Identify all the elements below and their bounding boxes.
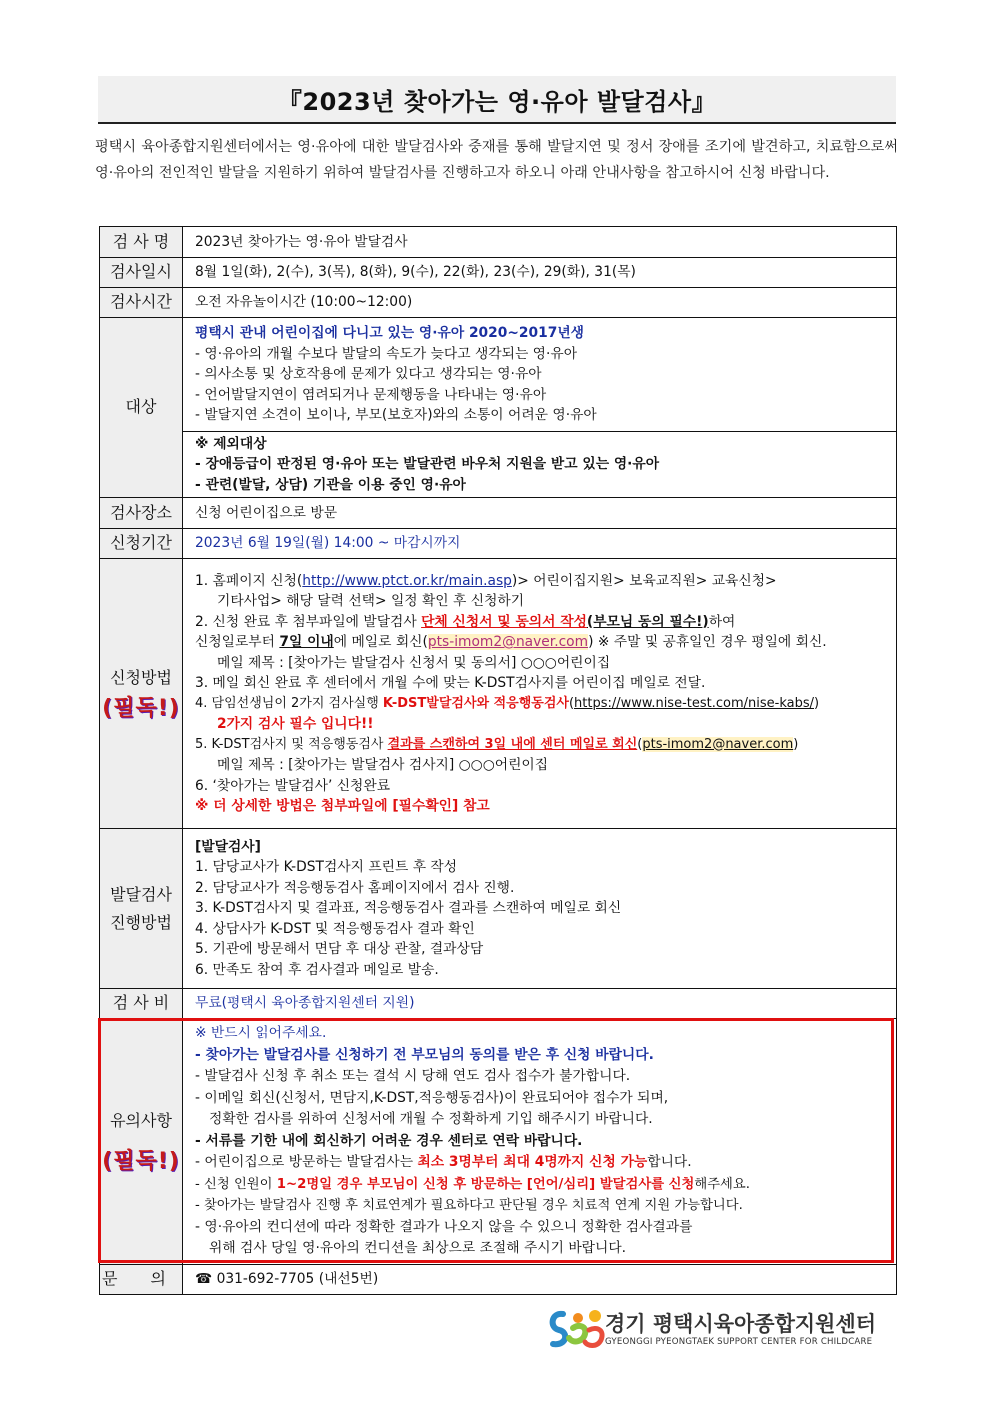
- target-headline: 평택시 관내 어린이집에 다니고 있는 영·유아 2020~2017년생: [195, 325, 584, 342]
- exclude-section: [183, 432, 897, 498]
- process-steps: [183, 829, 897, 989]
- row-method: [100, 559, 897, 829]
- row-period: [100, 529, 897, 559]
- value-fee: 무료(평택시 육아종합지원센터 지원): [183, 989, 897, 1019]
- row-time: [100, 288, 897, 318]
- org-name: 경기 평택시육아종합지원센터: [605, 1312, 877, 1336]
- process-title: [발달검사]: [195, 838, 261, 855]
- note-item: - 이메일 회신(신청서, 면담지,K-DST,적응행동검사)이 완료되어야 접수가 되며,: [195, 1089, 669, 1106]
- method-step-2: 2. 신청 완료 후 첨부파일에 발달검사 단체 신청서 및 동의서 작성(부모님 동의 필수!)하여: [195, 613, 736, 630]
- label-name: 검 사 명: [100, 227, 183, 258]
- target-item: - 언어발달지연이 염려되거나 문제행동을 나타내는 영·유아: [195, 386, 547, 403]
- homepage-link[interactable]: http://www.ptct.or.kr/main.asp: [302, 572, 512, 589]
- method-steps: [183, 559, 897, 829]
- label-method: [100, 559, 183, 829]
- label-period: 신청기간: [100, 529, 183, 559]
- label-place: 검사장소: [100, 498, 183, 529]
- process-step: 4. 상담사가 K-DST 및 적응행동검사 결과 확인: [195, 920, 475, 937]
- method-step-6: 6. ‘찾아가는 발달검사’ 신청완료: [195, 777, 391, 794]
- note-item-cont: 정확한 검사를 위하여 신청서에 개월 수 정확하게 기입 해주시기 바랍니다.: [209, 1111, 653, 1128]
- label-fee: 검 사 비: [100, 989, 183, 1019]
- exclude-item: - 장애등급이 판정된 영·유아 또는 발달관련 바우처 지원을 받고 있는 영·유아: [195, 456, 660, 473]
- note-item: - 서류를 기한 내에 회신하기 어려운 경우 센터로 연락 바랍니다.: [195, 1132, 583, 1149]
- label-contact: 문 의: [100, 1265, 183, 1295]
- row-exclude: [100, 432, 897, 498]
- method-step-2-cont: 신청일로부터 7일 이내에 메일로 회신(pts-imom2@naver.com) ※ 주말 및 공휴일인 경우 평일에 회신.: [195, 634, 827, 650]
- row-notes: [100, 1019, 897, 1265]
- process-step: 3. K-DST검사지 및 결과표, 적응행동검사 결과를 스캔하여 메일로 회신: [195, 900, 622, 917]
- target-item: - 영·유아의 개월 수보다 발달의 속도가 늦다고 생각되는 영·유아: [195, 345, 578, 362]
- method-label-text: 신청방법: [110, 668, 172, 687]
- target-criteria: [183, 318, 897, 432]
- note-item: - 영·유아의 컨디션에 따라 정확한 결과가 나오지 않을 수 있으니 정확한 검사결과를: [195, 1218, 693, 1235]
- value-place: 신청 어린이집으로 방문: [183, 498, 897, 529]
- note-item-cont: 위해 검사 당일 영·유아의 컨디션을 최상으로 조절해 주시기 바랍니다.: [209, 1240, 627, 1257]
- info-table: [99, 226, 897, 1295]
- email-link[interactable]: pts-imom2@naver.com: [427, 634, 589, 650]
- target-item: - 발달지연 소견이 보이나, 부모(보호자)와의 소통이 어려운 영·유아: [195, 407, 597, 424]
- page-title: [98, 76, 896, 124]
- label-dates: 검사일시: [100, 258, 183, 288]
- note-item: - 발달검사 신청 후 취소 또는 결석 시 당해 연도 검사 접수가 불가합니다.: [195, 1068, 631, 1085]
- note-item: - 찾아가는 발달검사를 신청하기 전 부모님의 동의를 받은 후 신청 바랍니다.: [195, 1046, 654, 1063]
- method-step-5: 5. K-DST검사지 및 적응행동검사 결과를 스캔하여 3일 내에 센터 메일로 회신(pts-imom2@naver.com): [195, 736, 799, 752]
- row-process: [100, 829, 897, 989]
- page-title-text: 『2023년 찾아가는 영·유아 발달검사』: [277, 87, 717, 116]
- intro-paragraph: 평택시 육아종합지원센터에서는 영·유아에 대한 발달검사와 중재를 통해 발달지연 및 정서 장애를 조기에 발견하고, 치료함으로써 영·유아의 전인적인 발달을 지원하기 위하여 발달검사를 진행하고자 하오니 아래 안내사항을 참고하시어 신청 바랍니다.: [95, 139, 898, 181]
- process-step: 1. 담당교사가 K-DST검사지 프린트 후 작성: [195, 859, 458, 876]
- row-name: [100, 227, 897, 258]
- row-place: [100, 498, 897, 529]
- row-target: [100, 318, 897, 432]
- row-dates: [100, 258, 897, 288]
- label-notes: [100, 1019, 183, 1265]
- method-step-3: 3. 메일 회신 완료 후 센터에서 개월 수에 맞는 K-DST검사지를 어린이집 메일로 전달.: [195, 675, 706, 691]
- method-step-1-cont: 기타사업> 해당 달력 선택> 일정 확인 후 신청하기: [217, 593, 525, 609]
- value-contact: ☎ 031-692-7705 (내선5번): [183, 1265, 897, 1295]
- exclude-item: - 관련(발달, 상담) 기관을 이용 중인 영·유아: [195, 476, 466, 493]
- notes-header: ※ 반드시 읽어주세요.: [195, 1025, 327, 1042]
- org-name-en: GYEONGGI PYEONGTAEK SUPPORT CENTER FOR CHILDCARE: [605, 1337, 873, 1347]
- note-item: - 찾아가는 발달검사 진행 후 치료연계가 필요하다고 판단될 경우 치료적 연계 지원 가능합니다.: [195, 1198, 743, 1214]
- note-item: - 신청 인원이 1~2명일 경우 부모님이 신청 후 방문하는 [언어/심리] 발달검사를 신청해주세요.: [195, 1176, 750, 1192]
- method-step-4-note: 2가지 검사 필수 입니다!!: [217, 716, 374, 732]
- row-fee: [100, 989, 897, 1019]
- value-time: 오전 자유놀이시간 (10:00~12:00): [183, 288, 897, 318]
- note-item: - 어린이집으로 방문하는 발달검사는 최소 3명부터 최대 4명까지 신청 가능합니다.: [195, 1154, 692, 1171]
- notes-list: [183, 1019, 897, 1265]
- value-dates: 8월 1일(화), 2(수), 3(목), 8(화), 9(수), 22(화), 23(수), 29(화), 31(목): [183, 258, 897, 288]
- email-link[interactable]: pts-imom2@naver.com: [642, 736, 794, 752]
- label-process: 발달검사 진행방법: [100, 829, 183, 989]
- process-step: 5. 기관에 방문해서 면담 후 대상 관찰, 결과상담: [195, 941, 484, 958]
- mail-subject-1: 메일 제목 : [찾아가는 발달검사 신청서 및 동의서] ○○○어린이집: [217, 654, 611, 671]
- target-item: - 의사소통 및 상호작용에 문제가 있다고 생각되는 영·유아: [195, 366, 542, 383]
- value-period: 2023년 6월 19일(월) 14:00 ~ 마감시까지: [183, 529, 897, 559]
- must-read-badge: (필독!): [102, 695, 180, 721]
- notes-label-text: 유의사항: [110, 1111, 172, 1130]
- process-step: 2. 담당교사가 적응행동검사 홈페이지에서 검사 진행.: [195, 879, 515, 896]
- method-step-4: 4. 담임선생님이 2가지 검사실행 K-DST발달검사와 적응행동검사(https://www.nise-test.com/nise-kabs/): [195, 695, 820, 711]
- nise-link[interactable]: https://www.nise-test.com/nise-kabs/: [574, 695, 814, 711]
- label-time: 검사시간: [100, 288, 183, 318]
- row-contact: [100, 1265, 897, 1295]
- value-name: 2023년 찾아가는 영·유아 발달검사: [183, 227, 897, 258]
- footer-logo: [545, 1306, 905, 1354]
- process-step: 6. 만족도 참여 후 검사결과 메일로 발송.: [195, 961, 439, 978]
- must-read-badge: (필독!): [102, 1148, 180, 1174]
- mail-subject-2: 메일 제목 : [찾아가는 발달검사 검사지] ○○○어린이집: [217, 757, 549, 773]
- center-logo-icon: [545, 1306, 607, 1354]
- label-target: 대상: [100, 318, 183, 498]
- method-step-1: 1. 홈페이지 신청(http://www.ptct.or.kr/main.asp)> 어린이집지원> 보육교직원> 교육신청>: [195, 572, 777, 589]
- method-note: ※ 더 상세한 방법은 첨부파일에 [필수확인] 참고: [195, 798, 490, 814]
- exclude-title: ※ 제외대상: [195, 435, 267, 452]
